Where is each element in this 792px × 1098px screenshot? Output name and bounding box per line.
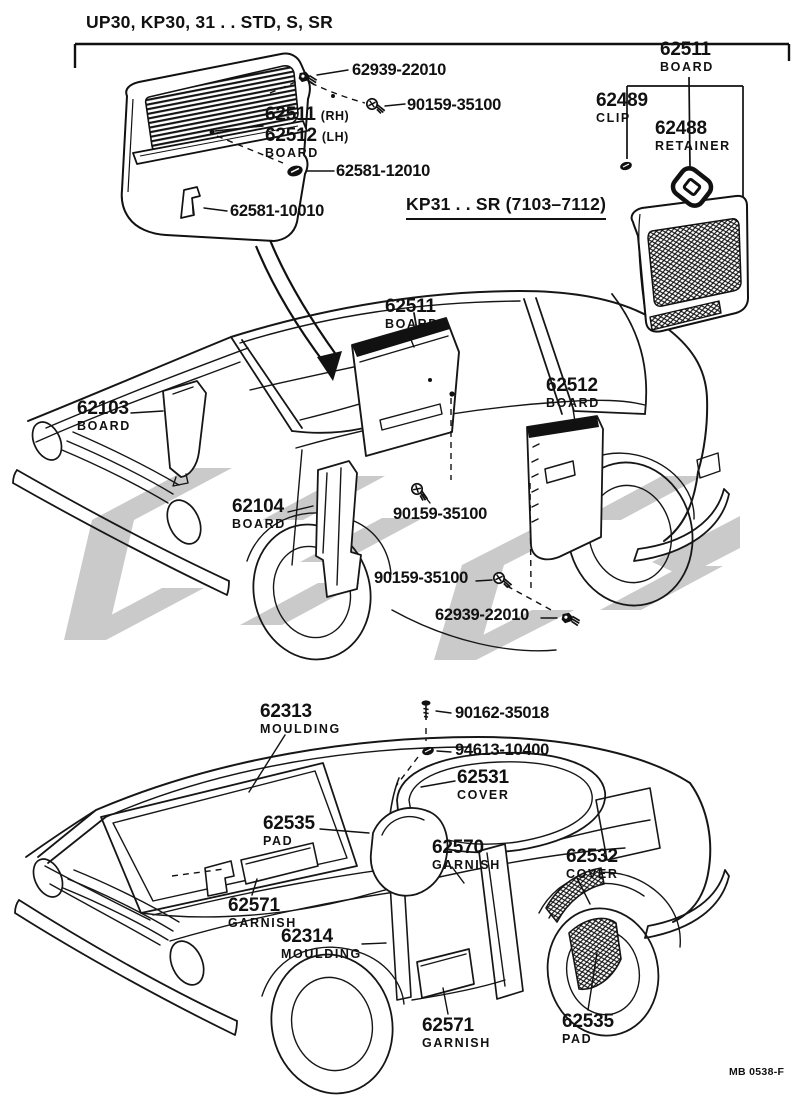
sheet-code: MB 0538-F [729,1066,785,1078]
quarter-board-art [527,416,603,559]
label-clip-a: 62581-12010 [336,162,430,180]
windshield-moulding-art [101,763,357,913]
car-2-drawing [15,737,729,1098]
label-garnish-lower: 62571 GARNISH [422,1015,491,1050]
label-retainer-62488: 62488 RETAINER [655,118,731,153]
label-clip-62489: 62489 CLIP [596,90,648,125]
cowl-garnish-art [205,843,318,896]
label-board-top-right: 62511 BOARD [660,39,714,74]
label-cover-62532: 62532 COVER [566,846,619,881]
label-fastener-top: 62939-22010 [352,61,446,79]
screw-icon [409,482,432,502]
label-screw-lower-car1: 90159-35100 [374,569,468,587]
label-pad-upper: 62535 PAD [263,813,315,848]
door-board-art [352,318,459,456]
label-quarter-board-car1: 62512 BOARD [546,375,600,410]
label-fastener-lower-car1: 62939-22010 [435,606,529,624]
page-title: UP30, KP30, 31 . . STD, S, SR [86,12,334,32]
center-pillar-board-art [316,461,361,597]
label-screw-car2: 90162-35018 [455,704,549,722]
label-screw-mid-car1: 90159-35100 [393,505,487,523]
screw-icon [365,98,387,114]
clip-icon [619,161,633,172]
vertical-screw-icon [422,700,431,720]
label-garnish-front: 62571 GARNISH [228,895,297,930]
label-pad-lower: 62535 PAD [562,1011,614,1046]
label-windshield-moulding: 62313 MOULDING [260,701,341,736]
label-garnish-62570: 62570 GARNISH [432,837,501,872]
label-clip-b: 62581-10010 [230,202,324,220]
label-clip-car2: 94613-10400 [455,741,549,759]
label-center-board-car1: 62104 BOARD [232,496,286,531]
label-board-rh-lh: 62511 (RH) 62512 (LH) BOARD [265,104,350,160]
label-door-moulding: 62314 MOULDING [281,926,362,961]
arch-pad-art [569,918,621,989]
variant-title: KP31 . . SR (7103–7112) [406,194,606,220]
label-screw-top: 90159-35100 [407,96,501,114]
quarter-board-illustration [632,196,748,332]
label-cover-62531: 62531 COVER [457,767,510,802]
label-door-board-car1: 62511 BOARD [385,296,439,331]
label-front-board-car1: 62103 BOARD [77,398,131,433]
